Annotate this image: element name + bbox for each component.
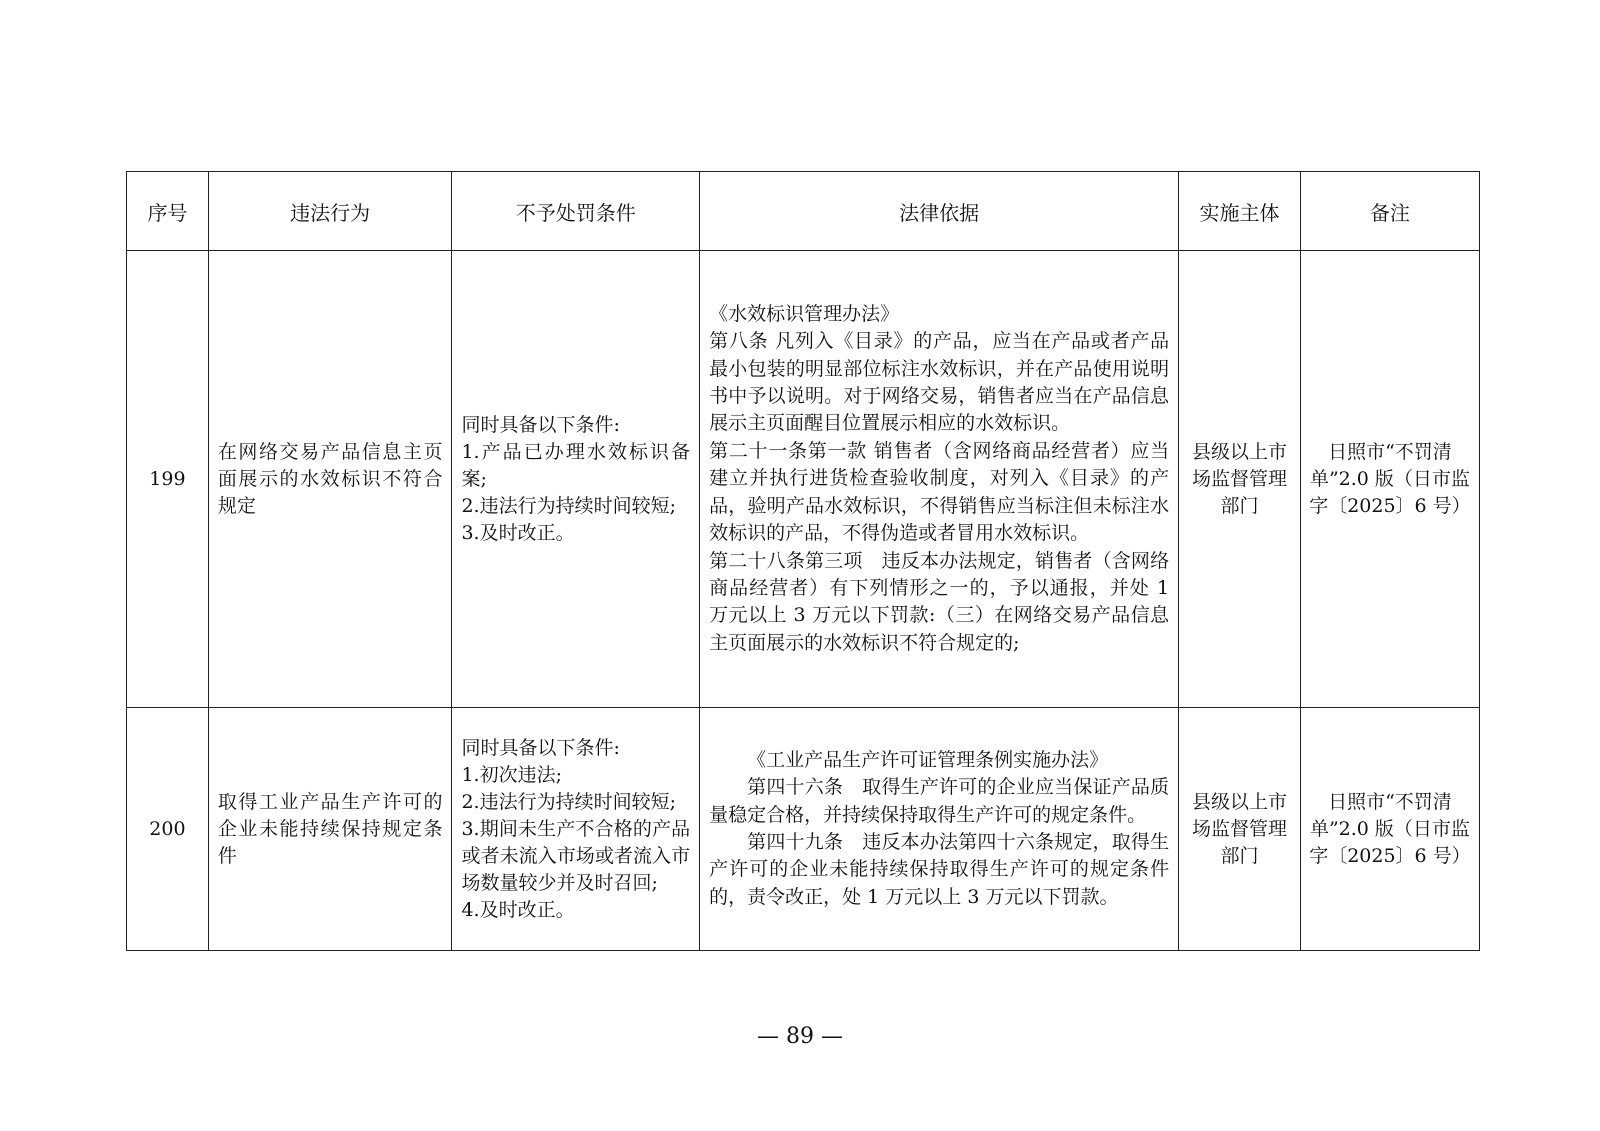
legal-basis-cell	[700, 708, 1179, 951]
header-authority: 实施主体	[1179, 172, 1301, 251]
table-row	[127, 251, 1480, 708]
condition-line: 同时具备以下条件:	[461, 736, 620, 759]
condition-line: 同时具备以下条件:	[461, 413, 620, 436]
header-exemption-conditions: 不予处罚条件	[452, 172, 700, 251]
header-serial-number: 序号	[127, 172, 209, 251]
article-text: 第二十一条第一款 销售者（含网络商品经营者）应当建立并执行进货检查验收制度，对列入《目录》的产品，验明产品水效标识，不得销售应当标注但未标注水效标识的产品，不得伪造或者冒用水效标识。	[709, 439, 1170, 545]
regulation-title: 《工业产品生产许可证管理条例实施办法》	[747, 748, 1109, 771]
condition-line: 1.初次违法;	[461, 763, 562, 786]
conditions-cell	[452, 251, 700, 708]
condition-line: 4.及时改正。	[461, 898, 575, 921]
condition-line: 2.违法行为持续时间较短;	[461, 494, 676, 517]
condition-line: 3.及时改正。	[461, 521, 575, 544]
condition-line: 3.期间未生产不合格的产品或者未流入市场或者流入市场数量较少并及时召回;	[461, 817, 691, 894]
authority-cell: 县级以上市场监督管理部门	[1179, 251, 1301, 708]
remark-cell: 日照市“不罚清单”2.0 版（日市监字〔2025〕6 号）	[1300, 251, 1479, 708]
table-row	[127, 708, 1480, 951]
article-text: 第八条 凡列入《目录》的产品，应当在产品或者产品最小包装的明显部位标注水效标识，并在产品使用说明书中予以说明。对于网络交易，销售者应当在产品信息展示主页面醒目位置展示相应的水效标识。	[709, 330, 1170, 435]
header-remark: 备注	[1300, 172, 1479, 251]
table-header-row	[127, 172, 1480, 251]
header-legal-basis: 法律依据	[700, 172, 1179, 251]
row-number: 200	[127, 708, 209, 951]
legal-basis-cell	[700, 251, 1179, 708]
conditions-cell	[452, 708, 700, 951]
violation-cell: 在网络交易产品信息主页面展示的水效标识不符合规定	[208, 251, 452, 708]
article-text: 第四十九条 违反本办法第四十六条规定，取得生产许可的企业未能持续保持取得生产许可的规定条件的，责令改正，处 1 万元以上 3 万元以下罚款。	[709, 831, 1170, 908]
regulation-title: 《水效标识管理办法》	[709, 302, 900, 325]
article-text: 第四十六条 取得生产许可的企业应当保证产品质量稳定合格，并持续保持取得生产许可的规定条件。	[709, 776, 1170, 826]
article-text: 第二十八条第三项 违反本办法规定，销售者（含网络商品经营者）有下列情形之一的，予以通报，并处 1 万元以上 3 万元以下罚款:（三）在网络交易产品信息主页面展示的水效标识不符合规定的;	[709, 549, 1170, 654]
condition-line: 2.违法行为持续时间较短;	[461, 790, 676, 813]
remark-cell: 日照市“不罚清单”2.0 版（日市监字〔2025〕6 号）	[1300, 708, 1479, 951]
authority-cell: 县级以上市场监督管理部门	[1179, 708, 1301, 951]
row-number: 199	[127, 251, 209, 708]
page-number: — 89 —	[757, 1024, 843, 1049]
header-violation: 违法行为	[208, 172, 452, 251]
condition-line: 1.产品已办理水效标识备案;	[461, 440, 691, 490]
penalty-exemption-table	[126, 171, 1480, 951]
violation-cell: 取得工业产品生产许可的企业未能持续保持规定条件	[208, 708, 452, 951]
